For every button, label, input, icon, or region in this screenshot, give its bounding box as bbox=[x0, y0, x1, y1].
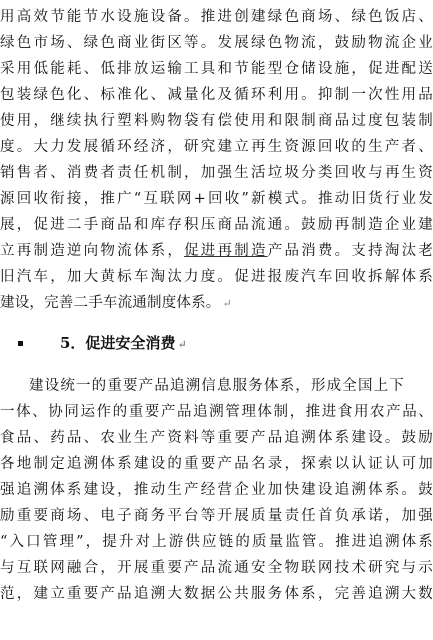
paragraph1-line-10 bbox=[0, 238, 433, 264]
paragraph2-line-9: 范，建立重要产品追溯大数据公共服务体系，完善追溯大数 bbox=[0, 586, 433, 602]
paragraph2-line-5: 强追溯体系建设，推动生产经营企业加快建设追溯体系。鼓 bbox=[0, 482, 433, 498]
paragraph2-line-2: 一体、协同运作的重要产品追溯管理体制，推进食用农产品、 bbox=[0, 404, 433, 420]
paragraph2-line-8: 与互联网融合，开展重要产品流通安全物联网技术研究与示 bbox=[0, 560, 433, 576]
paragraph1-line-5: 使用，继续执行塑料购物袋有偿使用和限制商品过度包装制 bbox=[0, 113, 433, 129]
paragraph1-line-12-text: 建设，完善二手车流通制度体系。 bbox=[0, 295, 221, 311]
paragraph2-line-4: 各地制定追溯体系建设的重要产品名录，探索以认证认可加 bbox=[0, 456, 433, 472]
paragraph2-line-6: 励重要商场、电子商务平台等开展质量责任首负承诺，加强 bbox=[0, 508, 433, 524]
line10-pre: 立再制造逆向物流体系， bbox=[0, 243, 185, 259]
paragraph2-line-1: 建设统一的重要产品追溯信息服务体系，形成全国上下 bbox=[29, 378, 404, 394]
section-heading-label: 5．促进安全消费 bbox=[60, 334, 176, 352]
paragraph1-line-8: 源回收衔接，推广“互联网+回收”新模式。推动旧货行业发 bbox=[0, 191, 433, 207]
bullet-icon bbox=[18, 341, 23, 346]
paragraph1-line-1: 用高效节能节水设施设备。推进创建绿色商场、绿色饭店、 bbox=[0, 9, 433, 25]
section-heading bbox=[0, 330, 433, 356]
paragraph1-line-11: 旧汽车，加大黄标车淘汰力度。促进报废汽车回收拆解体系 bbox=[0, 269, 433, 285]
paragraph-mark-icon: ↵ bbox=[222, 297, 232, 310]
paragraph2-line-7: “入口管理”，提升对上游供应链的质量监管。推进追溯体系 bbox=[0, 534, 433, 550]
paragraph-mark-icon: ↵ bbox=[177, 338, 187, 351]
paragraph1-line-6: 度。大力发展循环经济，研究建立再生资源回收的生产者、 bbox=[0, 139, 433, 155]
paragraph1-line-4: 包装绿色化、标准化、减量化及循环利用。抑制一次性用品 bbox=[0, 87, 433, 103]
paragraph2-line-3: 食品、药品、农业生产资料等重要产品追溯体系建设。鼓励 bbox=[0, 430, 433, 446]
section-heading-text bbox=[60, 330, 187, 358]
paragraph1-line-3: 采用低能耗、低排放运输工具和节能型仓储设施，促进配送 bbox=[0, 61, 433, 77]
line10-post: 产品消费。支持淘汰老 bbox=[267, 243, 433, 259]
line10-underlined: 促进再制造 bbox=[184, 243, 268, 259]
paragraph1-line-7: 销售者、消费者责任机制，加强生活垃圾分类回收与再生资 bbox=[0, 165, 433, 181]
paragraph1-line-9: 展，促进二手商品和库存积压商品流通。鼓励再制造企业建 bbox=[0, 217, 433, 233]
paragraph1-line-2: 绿色市场、绿色商业街区等。发展绿色物流，鼓励物流企业 bbox=[0, 35, 433, 51]
paragraph1-line-12 bbox=[0, 290, 260, 316]
